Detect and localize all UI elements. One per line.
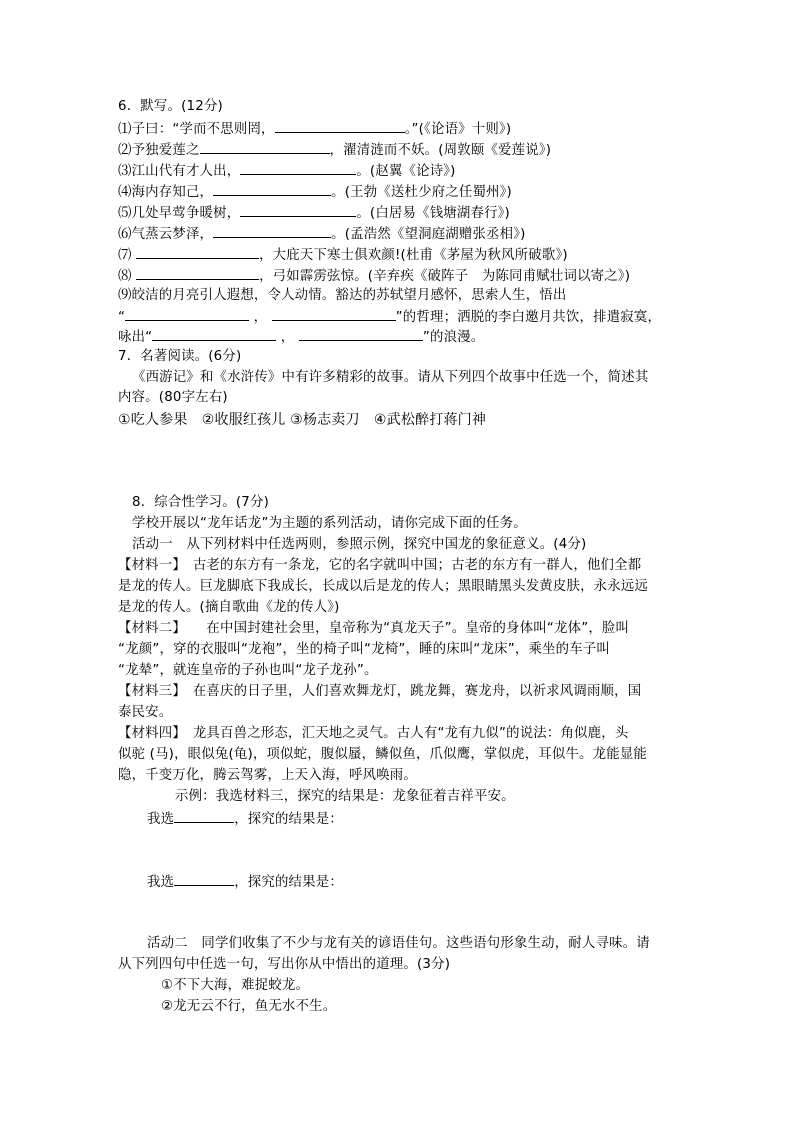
material-2-line-3: “龙辇”，就连皇帝的子孙也叫“龙子龙孙”。: [118, 663, 378, 678]
q7-options: ①吃人参果 ②收服红孩儿 ③杨志卖刀 ④武松醉打蒋门神: [118, 412, 487, 428]
saying-2: ②龙无云不行，鱼无水不生。: [161, 999, 337, 1014]
q6-item-6-source: 。(孟浩然《望洞庭湖赠张丞相》): [331, 227, 526, 242]
q6-item-6-prompt: ⑹气蒸云梦泽，: [118, 227, 214, 242]
answer-blank[interactable]: [174, 871, 234, 886]
answer-blank[interactable]: [240, 202, 356, 217]
answer-blank[interactable]: [200, 139, 330, 154]
q6-item-9-line-2: [118, 306, 661, 328]
answer-blank[interactable]: [125, 306, 249, 321]
q6-item-2-prompt: ⑵予独爱莲之: [118, 143, 200, 158]
q6-item-7-source: ，大庇天下寒士俱欢颜!(杜甫《茅屋为秋风所破歌》): [259, 248, 568, 263]
q6-item-1-prompt: ⑴子曰：“学而不思则罔，: [118, 122, 275, 137]
q7-text-2: 内容。(80字左右): [118, 390, 228, 405]
answer-blank[interactable]: [272, 306, 396, 321]
material-3-line-1: 【材料三】 在喜庆的日子里，人们喜欢舞龙灯，跳龙舞，赛龙舟，以祈求风调雨顺，国: [118, 684, 642, 699]
q8-activity-2-line-2: 从下列四句中任选一句，写出你从中悟出的道理。(3分): [118, 957, 451, 972]
answer-blank[interactable]: [136, 265, 259, 280]
q6-title: 6．默写。(12分): [118, 99, 223, 114]
q6-item-5: [118, 202, 510, 224]
q6-item-4-prompt: ⑷海内存知己，: [118, 185, 214, 200]
result-label: ，探究的结果是：: [234, 875, 343, 890]
choose-label: 我选: [147, 875, 175, 890]
q6-item-3-prompt: ⑶江山代有才人出，: [118, 164, 241, 179]
q6-item-7-number: ⑺: [118, 248, 132, 263]
result-label: ，探究的结果是：: [234, 812, 343, 827]
q6-item-2-source: ，濯清涟而不妖。(周敦颐《爱莲说》): [329, 143, 552, 158]
q7-text-1: 《西游记》和《水浒传》中有许多精彩的故事。请从下列四个故事中任选一个，简述其: [132, 370, 649, 385]
q6-item-8-number: ⑻: [118, 269, 132, 284]
material-1-line-2: 是龙的传人。巨龙脚底下我成长，长成以后是龙的传人；黑眼睛黑头发黄皮肤，永永远远: [118, 579, 649, 594]
q8-title: 8．综合性学习。(7分): [132, 495, 270, 510]
q6-item-3-source: 。(赵翼《论诗》): [356, 164, 456, 179]
comma: ，: [253, 310, 268, 325]
q8-activity-1: 活动一 从下列材料中任选两则，参照示例，探究中国龙的象征意义。(4分): [132, 537, 587, 552]
material-4-line-2: 似驼 (马)，眼似兔(龟)，项似蛇，腹似蜃，鳞似鱼，爪似鹰，掌似虎，耳似牛。龙能显能: [118, 747, 648, 762]
q6-item-5-source: 。(白居易《钱塘湖春行》): [356, 206, 510, 221]
answer-blank[interactable]: [275, 118, 405, 133]
q6-item-9-line-1: ⑼皎洁的月亮引人遐想，令人动情。豁达的苏轼望月感怀，思索人生，悟出: [118, 288, 567, 303]
q8-activity-2-line-1: 活动二 同学们收集了不少与龙有关的谚语佳句。这些语句形象生动，耐人寻味。请: [147, 936, 650, 951]
saying-1: ①不下大海，难捉蛟龙。: [161, 978, 310, 993]
q6-item-9-text-3a: 咏出“: [118, 330, 153, 345]
q6-item-1: [118, 118, 511, 140]
material-1-line-1: 【材料一】 古老的东方有一条龙，它的名字就叫中国；古老的东方有一群人，他们全都: [118, 558, 642, 573]
answer-blank[interactable]: [136, 244, 259, 259]
answer-blank[interactable]: [213, 223, 331, 238]
q6-item-7: [118, 244, 568, 266]
answer-blank[interactable]: [240, 160, 356, 175]
q6-item-9-text-2: ”的哲理；洒脱的李白邀月共饮，排遣寂寞，: [395, 310, 662, 325]
answer-blank[interactable]: [174, 808, 234, 823]
q6-item-3: [118, 160, 456, 182]
q8-choice-1: [147, 808, 343, 830]
q6-item-9-text-3c: ”的浪漫。: [422, 330, 485, 345]
material-1-line-3: 是龙的传人。(摘自歌曲《龙的传人》): [118, 600, 340, 615]
q6-item-9-line-3: [118, 326, 484, 348]
material-4-line-1: 【材料四】 龙具百兽之形态，汇天地之灵气。古人有“龙有九似”的说法：角似鹿，头: [118, 726, 629, 741]
q7-title: 7．名著阅读。(6分): [118, 349, 242, 364]
answer-blank[interactable]: [152, 326, 276, 341]
q6-item-2: [118, 139, 551, 161]
material-2-line-1: 【材料二】 在中国封建社会里，皇帝称为“真龙天子”。皇帝的身体叫“龙体”，脸叫: [118, 621, 630, 636]
material-4-line-3: 隐，千变万化，腾云驾雾，上天入海，呼风唤雨。: [118, 768, 417, 783]
q6-item-8: [118, 265, 630, 287]
open-quote: “: [118, 310, 126, 325]
q8-example: 示例：我选材料三，探究的结果是：龙象征着吉祥平安。: [175, 789, 515, 804]
q8-choice-2: [147, 871, 343, 893]
answer-blank[interactable]: [213, 181, 331, 196]
q6-item-8-source: ，弓如霹雳弦惊。(辛弃疾《破阵子 为陈同甫赋壮词以寄之》): [259, 269, 631, 284]
answer-blank[interactable]: [299, 326, 423, 341]
choose-label: 我选: [147, 812, 175, 827]
q6-item-5-prompt: ⑸几处早莺争暖树，: [118, 206, 241, 221]
q6-item-6: [118, 223, 526, 245]
q6-item-4-source: 。(王勃《送杜少府之任蜀州》): [331, 185, 512, 200]
q6-item-4: [118, 181, 512, 203]
material-2-line-2: “龙颜”，穿的衣服叫“龙袍”，坐的椅子叫“龙椅”，睡的床叫“龙床”，乘坐的车子叫: [118, 642, 610, 657]
q6-item-1-source: 。”(《论语》十则》): [404, 122, 512, 137]
material-3-line-2: 泰民安。: [118, 705, 173, 720]
comma: ，: [280, 330, 295, 345]
q8-intro: 学校开展以“龙年话龙”为主题的系列活动，请你完成下面的任务。: [132, 516, 527, 531]
